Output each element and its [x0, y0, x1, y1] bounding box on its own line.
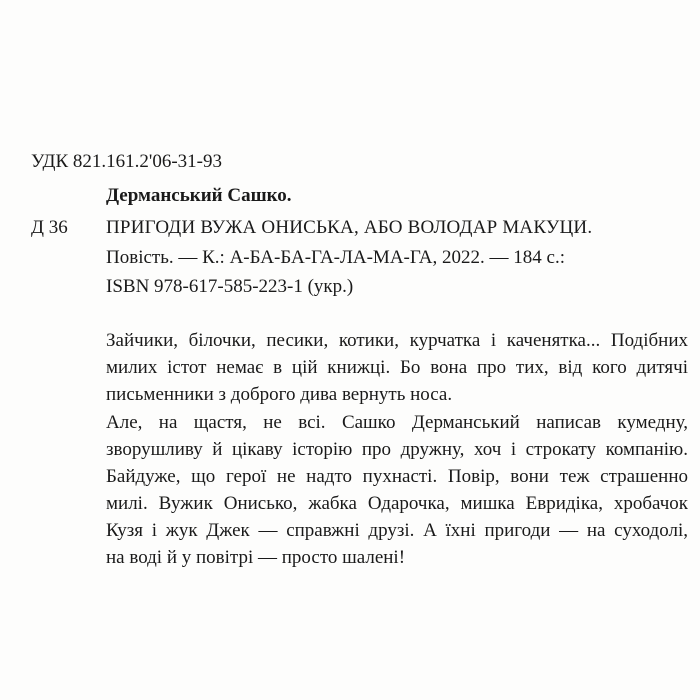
text-line: Байдуже, що герої не надто пухнасті. Повір, вони теж страшенно	[106, 466, 688, 487]
annotation-paragraph-1	[106, 327, 688, 408]
text-line: письменники з доброго дива вернуть носа.	[106, 384, 453, 405]
author-name: Дерманський Сашко.	[106, 185, 292, 206]
text-line: милих істот немає в цій книжці. Бо вона про тих, від кого дитячі	[106, 357, 688, 378]
text-line: на воді й у повітрі — просто шалені!	[106, 547, 406, 568]
text-line: Зайчики, білочки, песики, котики, курчатка і каченятка... Подібних	[106, 330, 688, 351]
udk-code: УДК 821.161.2'06-31-93	[31, 151, 222, 172]
author-index: Д 36	[31, 217, 68, 238]
text-line: Кузя і жук Джек — справжні друзі. А їхні пригоди — на суходолі,	[106, 520, 688, 541]
text-line: милі. Вужик Онисько, жабка Одарочка, мишка Евридіка, хробачок	[106, 493, 688, 514]
book-title: ПРИГОДИ ВУЖА ОНИСЬКА, АБО ВОЛОДАР МАКУЦИ.	[106, 217, 593, 238]
isbn: ISBN 978-617-585-223-1 (укр.)	[106, 276, 354, 297]
text-line: Але, на щастя, не всі. Сашко Дерманський написав кумедну,	[106, 412, 688, 433]
text-line: зворушливу й цікаву історію про дружну, хоч і строкату компанію.	[106, 439, 688, 460]
publication-info: Повість. — К.: А-БА-БА-ГА-ЛА-МА-ГА, 2022. — 184 с.:	[106, 247, 565, 268]
annotation-paragraph-2	[106, 409, 688, 571]
